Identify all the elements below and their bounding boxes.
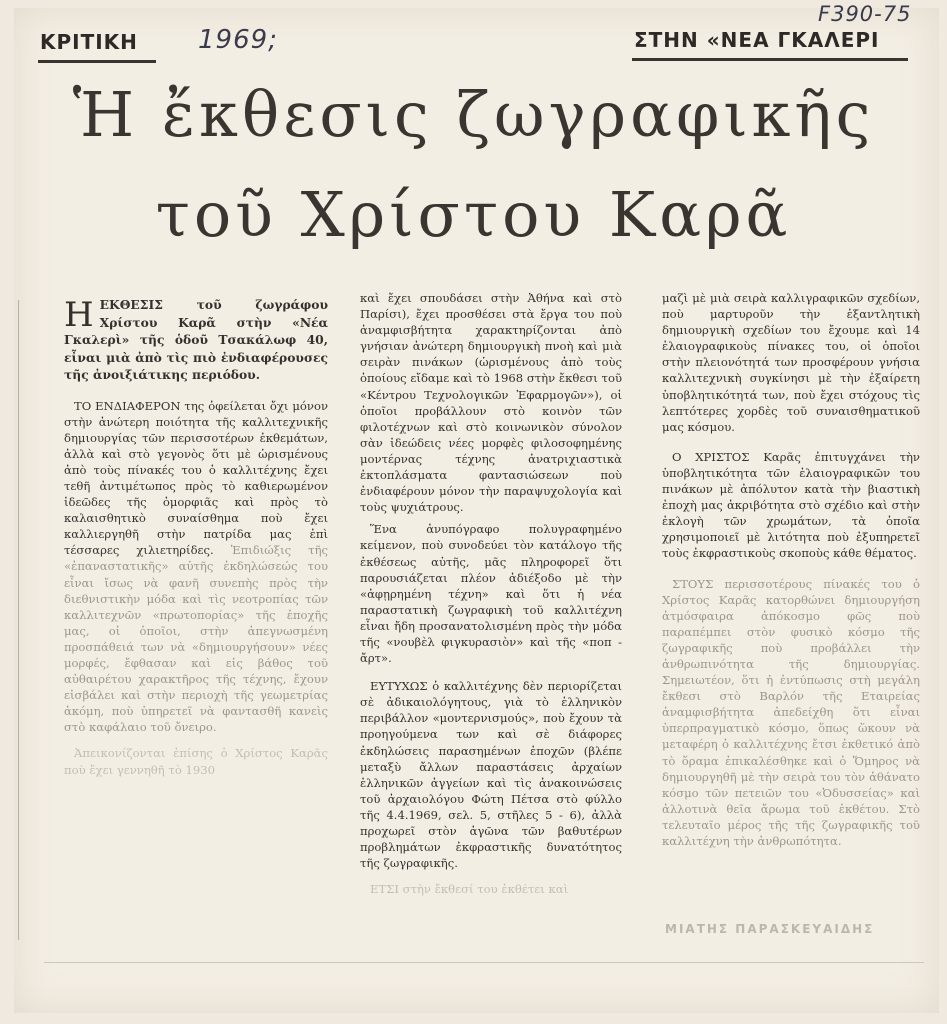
paragraph: Ἀπεικονίζονται ἐπίσης ὁ Χρίστος Καρᾶς ποὺ ἔχει γεννηθῆ τὸ 1930 <box>64 746 328 777</box>
paragraph: ΣΤΟΥΣ περισσοτέρους πίνακές του ὁ Χρίστος Καρᾶς κατορθώνει δημιουργήση ἀτμόσφαιρα ἀπόκοσμο φῶς ποὺ παραπέμπει στὸν φυσικὸ κόσμο τῆς ζωγραφικῆς ποὺ προβάλλει τὴν ἀνθρωπινότητα τῆς δημιουργίας. Σημειωτέον, ὅτι ἡ ἐντύπωσις στὴ μεγάλη ἔκθεσι στὸ Βαρλόν τῆς Εταιρείας ἀναμφισβήτητα ἀπεδείχθη ὅτι εἶναι ὑπερπραγματικὸ κόσμο, ὅπως ὥκουν νὰ μεταφέρη ὁ καλλιτέχνης ἔτσι ἐκθετικό ἀπὸ τὸ ὅραμα ἐπικαλέσθηκε καὶ ὁ Ὅμηρος νὰ δημιουργηθῆ μὲ τὴν σειρὰ του τὸν ἀθάνατο κόσμο τῶν πετειῶν του «Ὀδυσσείας» καὶ ἀλλοτινὰ θεῖα ἄρωμα τοῦ ἐκθέτου. Στὸ τελευταῖο μέρος τῆς τῆς ζωγραφικῆς τοῦ καλλιτέχνη τὴν ἀνθρωπότητα. <box>662 576 920 848</box>
headline-line-1: Ἡ ἔκθεσις ζωγραφικῆς <box>72 78 875 151</box>
author-signature: ΜΙΑΤΗΣ ΠΑΡΑΣΚΕΥΑΙΔΗΣ <box>665 922 875 936</box>
lead-text: ΕΚΘΕΣΙΣ τοῦ ζωγράφου Χρίστου Καρᾶ στὴν «Νέα Γκαλερὶ» τῆς ὁδοῦ Τσακάλωφ 40, εἶναι μιὰ ἀπὸ τὶς πιὸ ἐνδιαφέρουσες τῆς ἀνοιξιάτικης περιόδου. <box>64 297 328 382</box>
paragraph-text: ΤΟ ΕΝΔΙΑΦΕΡΟΝ της ὀφείλεται ὄχι μόνον στὴν ἀνώτερη ποιότητα τῆς καλλιτεχνικῆς δημιουργίας τῶν περισσοτέρων ἐκθεμάτων, ἀλλὰ καὶ στὸ γεγονὸς ὅτι μὲ ὡρισμένους ἀπὸ τοὺς πίνακές του ὁ καλλιτέχνης ἔχει τεθῆ ἀντιμέτωπος πρὸς τὸ καθιερωμένον ἰδεῶδες τῆς ὀμορφιᾶς καὶ πρὸς τὸ καλαισθητικὸ συναίσθημα ποὺ ἔχει καλλιεργηθῆ στὴν πατρίδα μας ἐπὶ τέσσαρες χιλιετηρίδες. <box>64 398 328 558</box>
handwritten-year: 1969; <box>198 25 278 55</box>
paragraph: καὶ ἔχει σπουδάσει στὴν Ἀθήνα καὶ στὸ Παρίσι), ἔχει προσθέσει στὰ ἔργα του ποὺ ἀναμφισβήτητα χαρακτηρίζονται ἀπὸ γνήσιαν ἀνώτερη δημιουργικὴ πνοὴ καὶ μιὰ σειρὰν πινάκων (ὡρισμένους ἀπὸ τοὺς ὁποίους εἴδαμε καὶ τὸ 1968 στὴν ἔκθεσι τοῦ «Κέντρου Τεχνολογικῶν Ἐφαρμογῶν»), οἱ ὁποῖοι προβάλλουν στὸ κοινὸν τῶν φιλοτέχνων καὶ στὸ κοινωνικὸν σύνολον σὰν ἰδεώδεις νέες μορφὲς φιλοσοφημένης μοντέρνας τέχνης ἀνατριχιαστικὰ ἐκτοπλάσματα φαντασιώσεων ποὺ ἐνδιαφέρουν μόνον τὴν παραψυχολογία καὶ τοὺς ψυχιάτρους. <box>360 291 622 515</box>
paragraph-text: ΕΥΤΥΧΩΣ ὁ καλλιτέχνης δὲν περιορίζεται σὲ ἀδικαιολόγητους, γιὰ τὸ ἑλληνικὸν περιβάλλον «μοντερνισμούς», ποὺ ἔχουν τὰ προηγούμενα των καὶ σὲ διάφορες ἐκδηλώσεις παρασημένων ἐποχῶν (βλέπε μεταξὺ ἄλλων παραστάσεις ἀρχαίων ἑλληνικῶν ἀγγείων καὶ τὶς ἀνακοινώσεις τοῦ ἀρχαιολόγου Φώτη Πέτσα στὸ φύλλο τῆς 4.4.1969, σελ. 5, στῆλες 5 - 6), ἀλλὰ προχωρεῖ στὸν ἀγῶνα τῶν βαθυτέρων προβλημάτων ἐκφραστικῆς δυνατότητος τῆς ζωγραφικῆς. <box>360 679 622 871</box>
paragraph: μαζὶ μὲ μιὰ σειρὰ καλλιγραφικῶν σχεδίων, ποὺ μαρτυροῦν τὴν ἐξαντλητικὴ δημιουργικὴ σχεδίων του ἔχουμε καὶ 14 ἐλαιογραφικοὺς πίνακες του, οἱ ὁποῖοι στὴν πλειονότητά των προσφέρουν γνήσια καλλιτεχνικὴ συγκίνησι μὲ τὴν ἐξαίρετη ὑποβλητικότητά των, ποὺ ἔχει στόχους τὶς λεπτότερες χορδὲς τοῦ συναισθηματικοῦ μας κόσμου. <box>662 291 920 434</box>
section-rule <box>38 60 156 63</box>
headline-line-2: τοῦ Χρίστου Καρᾶ <box>155 178 792 251</box>
source-rule <box>632 58 908 61</box>
page-edge <box>18 300 19 940</box>
section-label: ΚΡΙΤΙΚΗ <box>40 30 138 54</box>
bottom-divider <box>44 962 924 963</box>
paragraph <box>64 398 328 736</box>
handwritten-reference: F390-75 <box>818 2 912 26</box>
source-label: ΣΤΗΝ «ΝΕΑ ΓΚΑΛΕΡΙ <box>634 28 880 52</box>
drop-cap: Η <box>64 295 94 335</box>
article-column-3 <box>662 290 920 855</box>
paragraph: ΕΤΣΙ στὴν ἔκθεσί του ἐκθέτει καὶ <box>370 882 569 897</box>
paragraph: Ο ΧΡΙΣΤΟΣ Καρᾶς ἐπιτυγχάνει τὴν ὑποβλητικότητα τῶν ἐλαιογραφικῶν του πινάκων μὲ ἀπόλυτον κατὰ τὴν βιαστικὴ ἐποχὴ μας ἀκριβότητα στὸ σχέδιο καὶ στὴν ἐκλογὴ τῶν χρωμάτων, τὰ ὁποῖα χρησιμοποιεῖ μὲ λιτότητα ποὺ ἐξυπηρετεῖ τοὺς ἐκφραστικοὺς σκοποὺς κάθε θέματος. <box>662 449 920 561</box>
paragraph: Ἕνα ἀνυπόγραφο πολυγραφημένο κείμενον, ποὺ συνοδεύει τὸν κατάλογο τῆς ἐκθέσεως αὐτῆς, μᾶς πληροφορεῖ ὅτι παρουσιάζεται πλέον ἀδιέξοδο μὲ τὴν «ἀφῃρημένη τέχνη» καὶ ὅτι ἡ νέα παραστατικὴ ζωγραφικὴ τοῦ καλλιτέχνη εἶναι ἤδη προσανατολισμένη πρὸς τὴν μόδα τῆς «νουβὲλ φιγκυρασιὸν» καὶ τῆς «ποπ - ἄρτ». <box>360 522 622 666</box>
article-lead <box>64 296 328 384</box>
paragraph-text-faded: Ἐπιδιώξις τῆς «ἐπαναστατικῆς» αὐτῆς ἐκδηλώσεώς του εἶναι ἴσως νὰ φανῆ συνεπὴς πρὸς τὴν διεθνιστικὴν μόδα καὶ τὶς νεοτροπίας τῶν καλλιτεχνῶν «πρωτοπορίας» τῆς ἐποχῆς μας, οἱ ὁποῖοι, στὴν ἀπεγνωσμένη προσπάθειά των νὰ «δημιουργήσουν» νέες μορφές, ἔφθασαν καὶ εἰς βάθος τοῦ αὐθαιρέτου χαρακτῆρος τῆς τέχνης, ἔχουν εἰσβάλει καὶ στὴν περιοχὴ τῆς γεωμετρίας ἀκόμη, ποὺ ὑπηρετεῖ νὰ φαντασθῆ κανεὶς στὸ καφάλαιο τοῦ ὄνειρο. <box>64 543 329 735</box>
article-column-1 <box>64 296 328 784</box>
article-column-2 <box>360 290 622 903</box>
paragraph <box>360 678 622 871</box>
